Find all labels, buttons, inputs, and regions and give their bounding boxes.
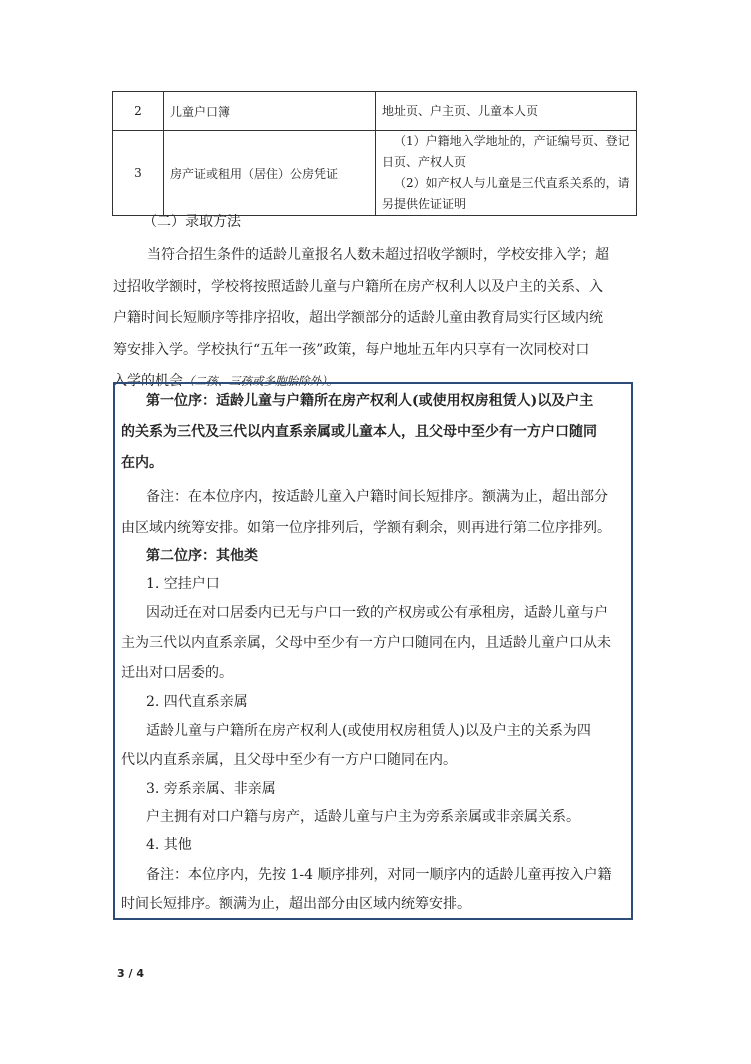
first-order-heading: 在内。: [121, 455, 163, 471]
item-text: 迁出对口居委的。: [121, 665, 233, 681]
detail-line: 地址页、户主页、儿童本人页: [382, 103, 539, 118]
item-text: 备注：本位序内，先按 1-4 顺序排列，对同一顺序内的适龄儿童再按入户籍: [146, 867, 612, 883]
detail-line: 另提供佐证证明: [382, 197, 467, 211]
detail-line: （2）如产权人与儿童是三代直系关系的，请: [394, 176, 630, 190]
priority-order-box: [113, 382, 633, 920]
first-order-heading: 的关系为三代及三代以内直系亲属或儿童本人，且父母中至少有一方户口随同: [121, 424, 597, 440]
first-order-heading: 第一位序：适龄儿童与户籍所在房产权利人(或使用权房租赁人)以及户主: [146, 393, 594, 409]
paragraph-line: 筹安排入学。学校执行“五年一孩”政策，每户地址五年内只享有一次同校对口: [113, 341, 590, 358]
page-number: 3 / 4: [117, 967, 144, 980]
requirements-table: [112, 91, 637, 216]
paragraph-line: 过招收学额时，学校将按照适龄儿童与户籍所在房产权利人以及户主的关系、入: [113, 278, 603, 295]
item-text: 时间长短排序。额满为止，超出部分由区域内统筹安排。: [121, 896, 471, 912]
document-name: 房产证或租用（居住）公房凭证: [164, 131, 376, 216]
document-name: 儿童户口簿: [164, 92, 376, 131]
row-number: 3: [113, 131, 164, 216]
admission-paragraph: [113, 240, 637, 398]
item-text: 主为三代以内直系亲属，父母中至少有一方户口随同在内，且适龄儿童户口从未: [121, 635, 611, 651]
detail-line: 日页、产权人页: [382, 155, 467, 169]
row-number: 2: [113, 92, 164, 131]
second-order-heading: 第二位序：其他类: [146, 548, 258, 564]
document-detail: [376, 131, 637, 216]
exception-note: （二孩、三孩或多胞胎除外）。: [183, 374, 339, 388]
item-title: 3. 旁系亲属、非亲属: [146, 781, 276, 797]
table-row: [113, 131, 637, 216]
detail-line: （1）户籍地入学地址的，产证编号页、登记: [394, 134, 630, 148]
item-title: 4. 其他: [146, 837, 192, 853]
item-text: 因动迁在对口居委内已无与户口一致的产权房或公有承租房，适龄儿童与户: [146, 605, 608, 621]
item-text: 户主拥有对口户籍与房产，适龄儿童与户主为旁系亲属或非亲属关系。: [146, 809, 580, 825]
item-text: 适龄儿童与户籍所在房产权利人(或使用权房租赁人)以及户主的关系为四: [146, 723, 591, 739]
first-order-note: 备注：在本位序内，按适龄儿童入户籍时间长短排序。额满为止，超出部分: [146, 489, 608, 505]
item-title: 2. 四代直系亲属: [146, 694, 248, 710]
section-title: （二）录取方法: [143, 214, 241, 230]
document-detail: [376, 92, 637, 131]
paragraph-line: 当符合招生条件的适龄儿童报名人数未超过招收学额时，学校安排入学；超: [147, 247, 609, 263]
first-order-note: 由区域内统筹安排。如第一位序排列后，学额有剩余，则再进行第二位序排列。: [121, 520, 611, 536]
paragraph-line: 户籍时间长短顺序等排序招收，超出学额部分的适龄儿童由教育局实行区域内统: [113, 310, 603, 326]
item-title: 1. 空挂户口: [146, 576, 220, 592]
table-row: [113, 92, 637, 131]
paragraph-text: 入学的机会: [113, 373, 183, 389]
item-text: 代以内直系亲属，且父母中至少有一方户口随同在内。: [121, 752, 457, 768]
